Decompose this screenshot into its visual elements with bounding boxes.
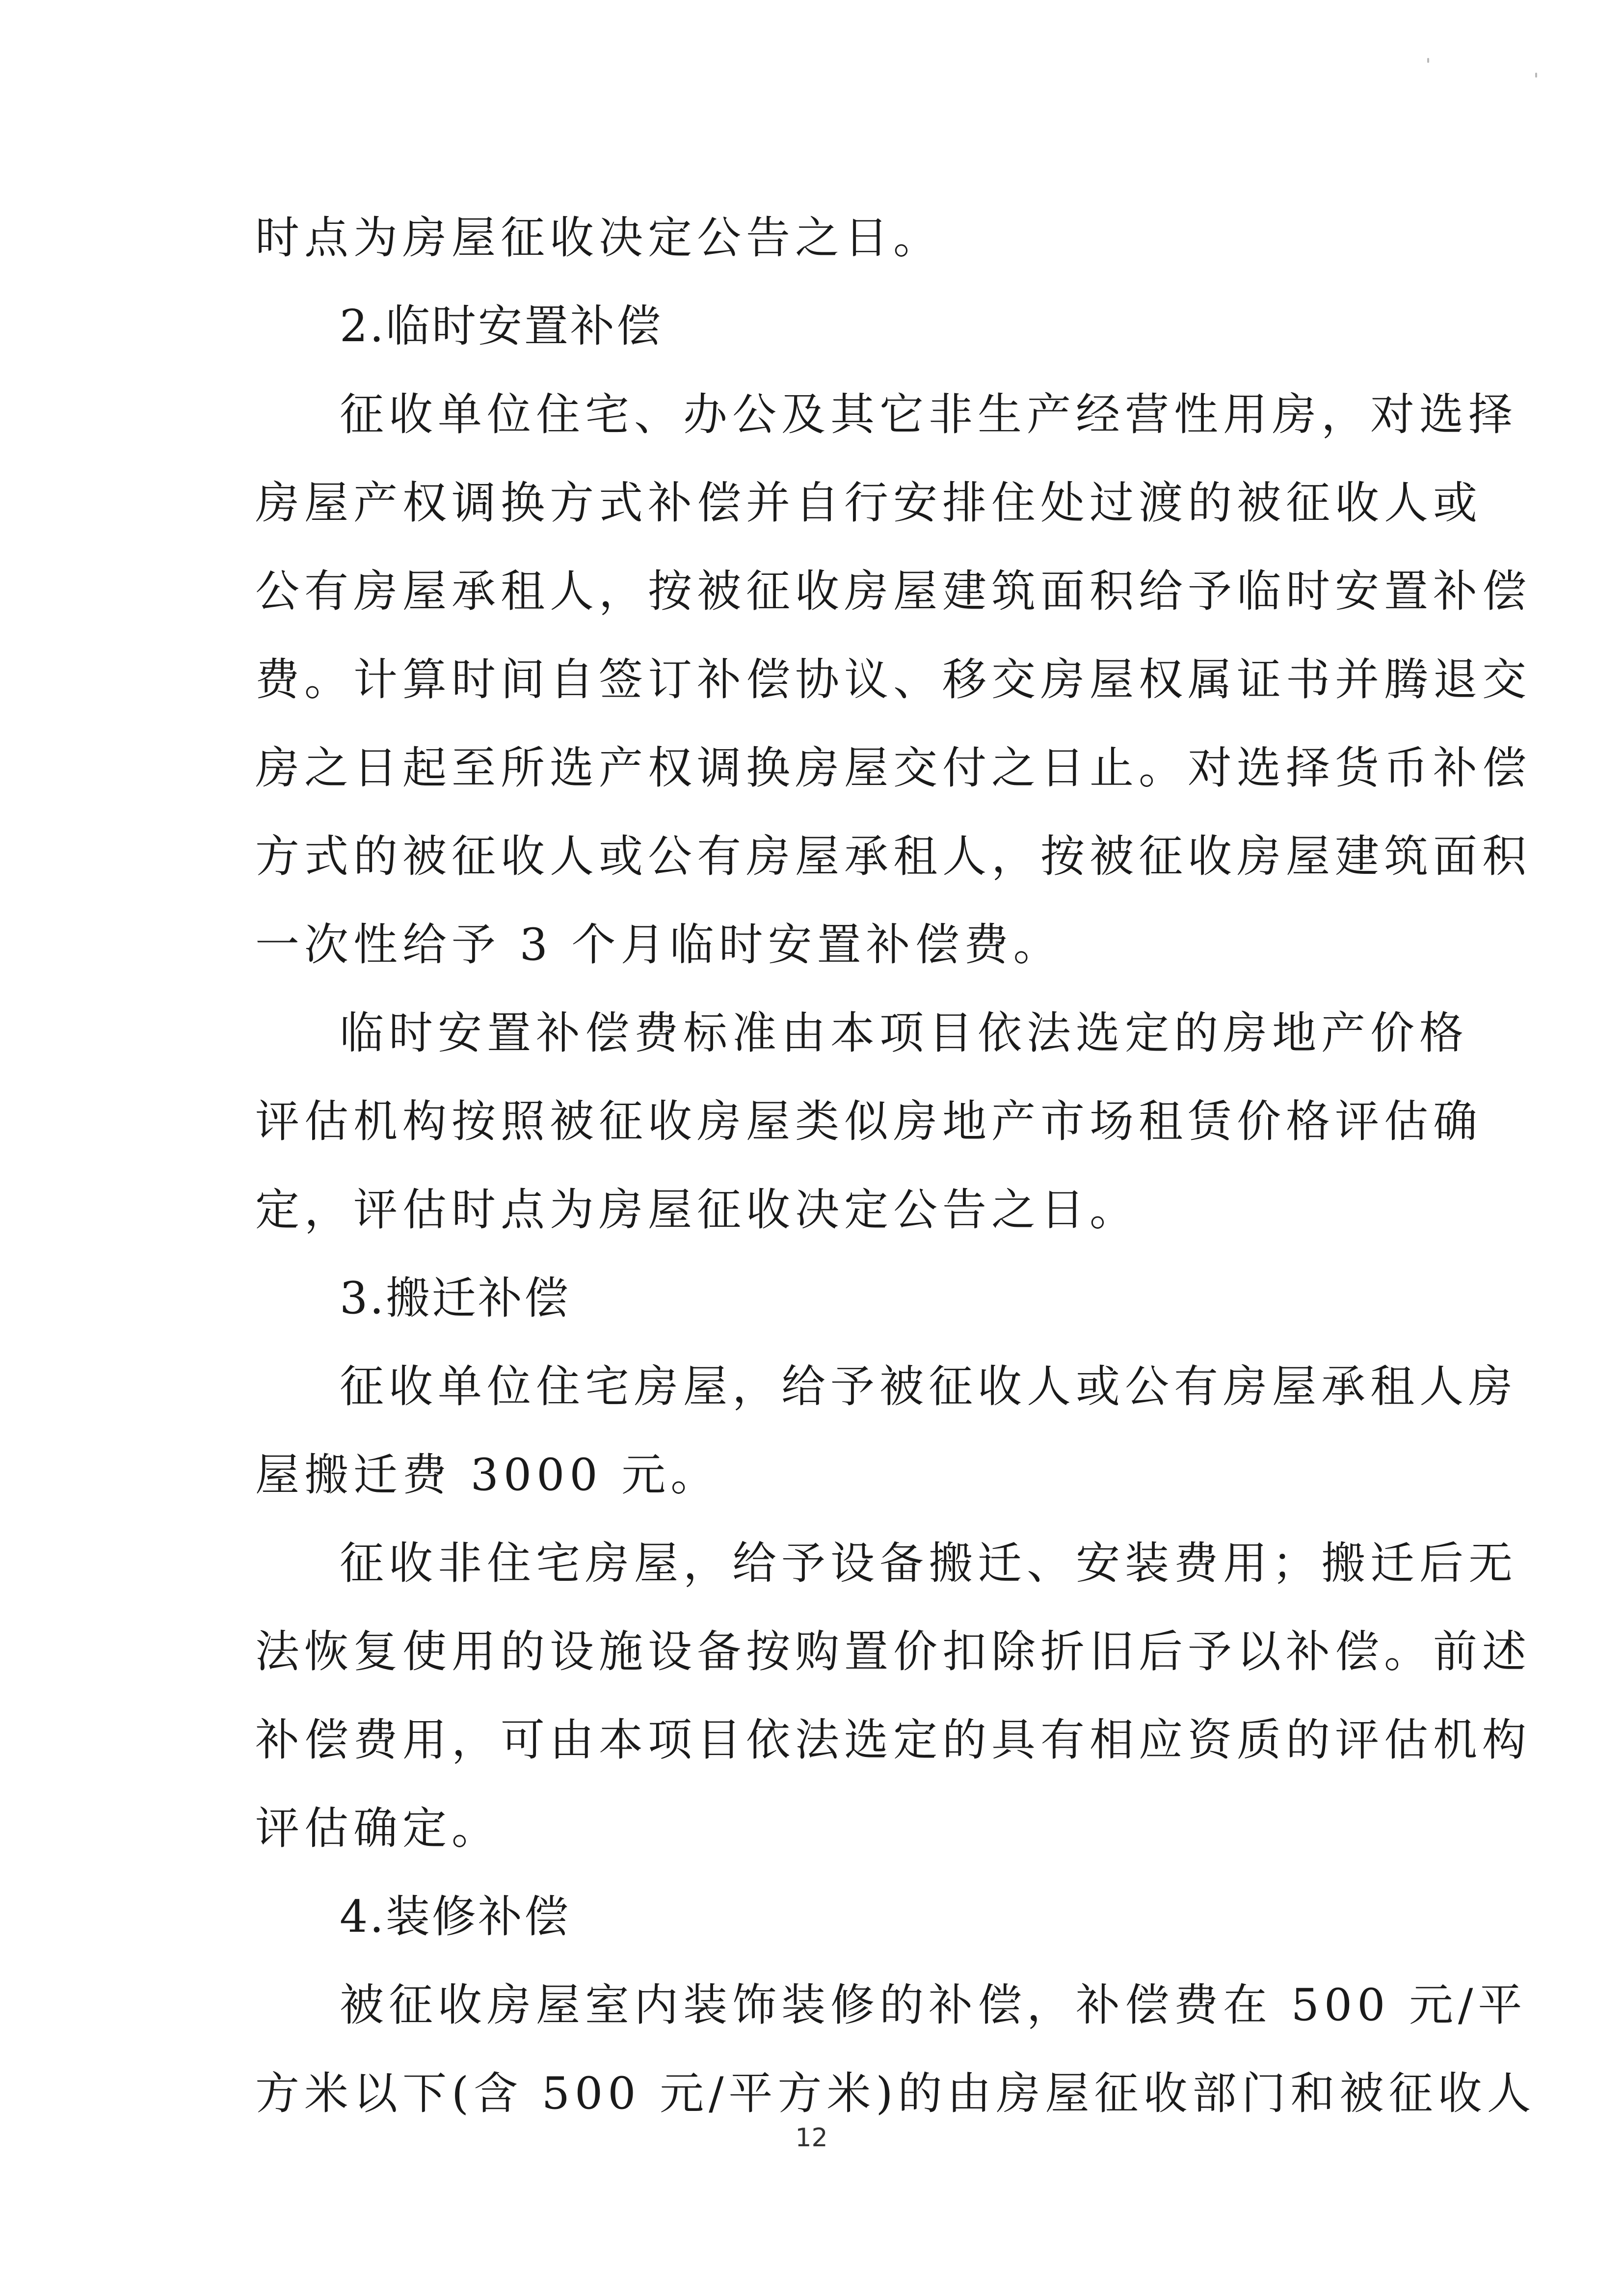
text-line: 一次性给予 3 个月临时安置补偿费。 [255,919,1063,971]
section-heading: 2.临时安置补偿 [340,300,663,352]
text-line: 补偿费用，可由本项目依法选定的具有相应资质的评估机构 [255,1714,1531,1766]
text-line: 征收非住宅房屋，给予设备搬迁、安装费用；搬迁后无 [340,1538,1517,1589]
text-line: 临时安置补偿费标准由本项目依法选定的房地产价格 [340,1007,1468,1059]
text-line: 屋搬迁费 3000 元。 [255,1449,720,1501]
text-line: 评估确定。 [255,1803,501,1854]
text-line: 房之日起至所选产权调换房屋交付之日止。对选择货币补偿 [255,742,1531,794]
scan-mark [1535,73,1537,78]
text-line: 征收单位住宅房屋，给予被征收人或公有房屋承租人房 [340,1361,1517,1412]
scan-mark [1427,58,1429,63]
text-line: 法恢复使用的设施设备按购置价扣除折旧后予以补偿。前述 [255,1626,1531,1677]
text-line: 征收单位住宅、办公及其它非生产经营性用房，对选择 [340,389,1517,440]
text-line: 评估机构按照被征收房屋类似房地产市场租赁价格评估确 [255,1096,1482,1147]
section-heading: 4.装修补偿 [340,1891,570,1943]
text-line: 房屋产权调换方式补偿并自行安排住处过渡的被征收人或 [255,477,1482,529]
text-line: 时点为房屋征收决定公告之日。 [255,212,942,264]
text-line: 费。计算时间自签订补偿协议、移交房屋权属证书并腾退交 [255,654,1531,705]
text-line: 被征收房屋室内装饰装修的补偿，补偿费在 500 元/平 [340,1979,1527,2031]
text-line: 公有房屋承租人，按被征收房屋建筑面积给予临时安置补偿 [255,566,1531,617]
text-line: 方米以下(含 500 元/平方米)的由房屋征收部门和被征收人 [255,2068,1536,2119]
text-line: 定，评估时点为房屋征收决定公告之日。 [255,1184,1139,1236]
text-line: 方式的被征收人或公有房屋承租人，按被征收房屋建筑面积 [255,831,1531,882]
page-number: 12 [795,2123,828,2153]
section-heading: 3.搬迁补偿 [340,1272,570,1324]
